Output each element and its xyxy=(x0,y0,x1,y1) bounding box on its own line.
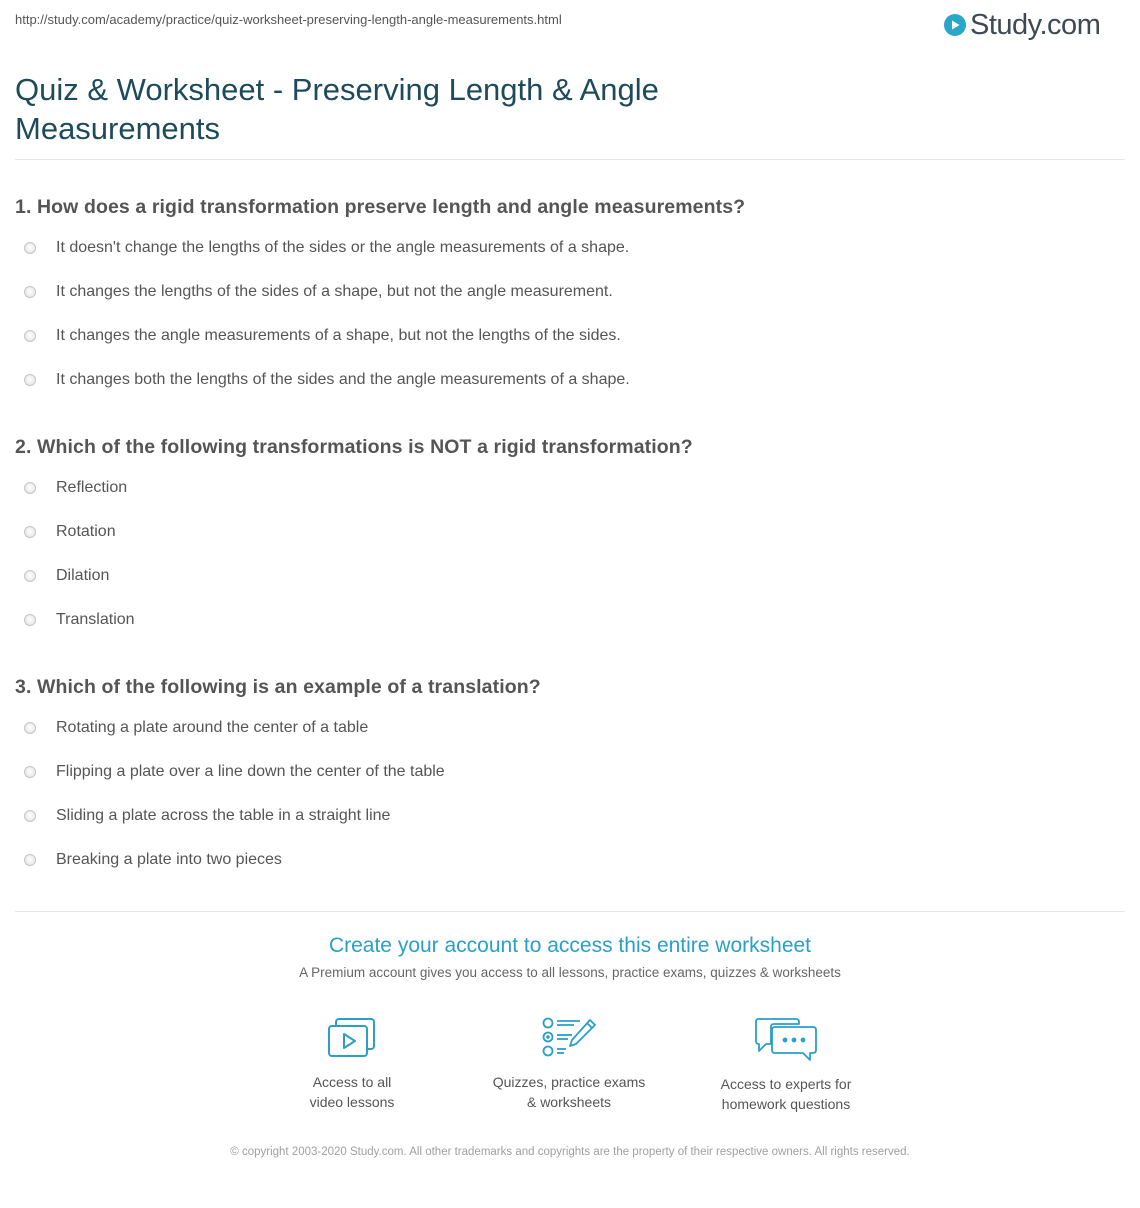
radio-button[interactable] xyxy=(24,526,36,538)
radio-button[interactable] xyxy=(24,482,36,494)
feature-video-lessons xyxy=(252,1016,452,1112)
answer-options xyxy=(15,718,1115,894)
answer-option[interactable] xyxy=(15,238,1115,282)
copyright-footer: © copyright 2003-2020 Study.com. All other trademarks and copyrights are the property of their respective owners. All rights reserved. xyxy=(230,1146,910,1158)
answer-options xyxy=(15,478,1115,654)
answer-option[interactable] xyxy=(15,806,1115,850)
feature-label: Access to all video lessons xyxy=(309,1074,395,1110)
question-3 xyxy=(15,675,1115,894)
answer-option[interactable] xyxy=(15,370,1115,414)
answer-text: Translation xyxy=(56,611,135,628)
feature-quizzes xyxy=(469,1016,669,1112)
answer-text: Rotating a plate around the center of a table xyxy=(56,719,369,736)
answer-option[interactable] xyxy=(15,610,1115,654)
divider xyxy=(15,911,1125,912)
question-text: 3. Which of the following is an example of a translation? xyxy=(15,676,541,698)
answer-text: It changes both the lengths of the sides and the angle measurements of a shape. xyxy=(56,371,630,388)
study-logo[interactable] xyxy=(944,8,1100,42)
radio-button[interactable] xyxy=(24,810,36,822)
page-url[interactable]: http://study.com/academy/practice/quiz-worksheet-preserving-length-angle-measurements.html xyxy=(15,12,562,27)
logo-text: Study.com xyxy=(970,8,1101,41)
answer-option[interactable] xyxy=(15,326,1115,370)
answer-text: Rotation xyxy=(56,523,116,540)
answer-option[interactable] xyxy=(15,282,1115,326)
answer-options xyxy=(15,238,1115,414)
answer-option[interactable] xyxy=(15,478,1115,522)
chat-bubbles-icon xyxy=(754,1016,818,1062)
question-text: 1. How does a rigid transformation preserve length and angle measurements? xyxy=(15,196,746,218)
question-text: 2. Which of the following transformations is NOT a rigid transformation? xyxy=(15,436,693,458)
top-bar xyxy=(0,0,1140,56)
feature-experts xyxy=(686,1016,886,1114)
radio-button[interactable] xyxy=(24,722,36,734)
answer-text: It changes the angle measurements of a shape, but not the lengths of the sides. xyxy=(56,327,621,344)
answer-text: Breaking a plate into two pieces xyxy=(56,851,282,868)
question-1 xyxy=(15,195,1115,414)
answer-text: Flipping a plate over a line down the center of the table xyxy=(56,763,445,780)
radio-button[interactable] xyxy=(24,330,36,342)
radio-button[interactable] xyxy=(24,766,36,778)
radio-button[interactable] xyxy=(24,570,36,582)
play-icon xyxy=(944,14,966,36)
quiz-checklist-icon xyxy=(540,1016,598,1060)
create-account-link[interactable]: Create your account to access this entire worksheet xyxy=(328,934,812,957)
premium-subtitle: A Premium account gives you access to all lessons, practice exams, quizzes & worksheets xyxy=(299,965,841,980)
question-2 xyxy=(15,435,1115,654)
answer-option[interactable] xyxy=(15,850,1115,894)
answer-text: Dilation xyxy=(56,567,110,584)
radio-button[interactable] xyxy=(24,614,36,626)
answer-option[interactable] xyxy=(15,566,1115,610)
radio-button[interactable] xyxy=(24,854,36,866)
radio-button[interactable] xyxy=(24,286,36,298)
page-title: Quiz & Worksheet - Preserving Length & Angle Measurements xyxy=(15,72,659,146)
answer-text: It changes the lengths of the sides of a shape, but not the angle measurement. xyxy=(56,283,613,300)
radio-button[interactable] xyxy=(24,374,36,386)
answer-text: Sliding a plate across the table in a straight line xyxy=(56,807,391,824)
answer-option[interactable] xyxy=(15,762,1115,806)
feature-label: Quizzes, practice exams & worksheets xyxy=(492,1074,646,1110)
answer-option[interactable] xyxy=(15,718,1115,762)
feature-label: Access to experts for homework questions xyxy=(720,1076,852,1112)
answer-option[interactable] xyxy=(15,522,1115,566)
answer-text: It doesn't change the lengths of the sides or the angle measurements of a shape. xyxy=(56,239,630,256)
answer-text: Reflection xyxy=(56,479,128,496)
video-lessons-icon xyxy=(326,1016,378,1060)
radio-button[interactable] xyxy=(24,242,36,254)
divider xyxy=(15,159,1125,160)
